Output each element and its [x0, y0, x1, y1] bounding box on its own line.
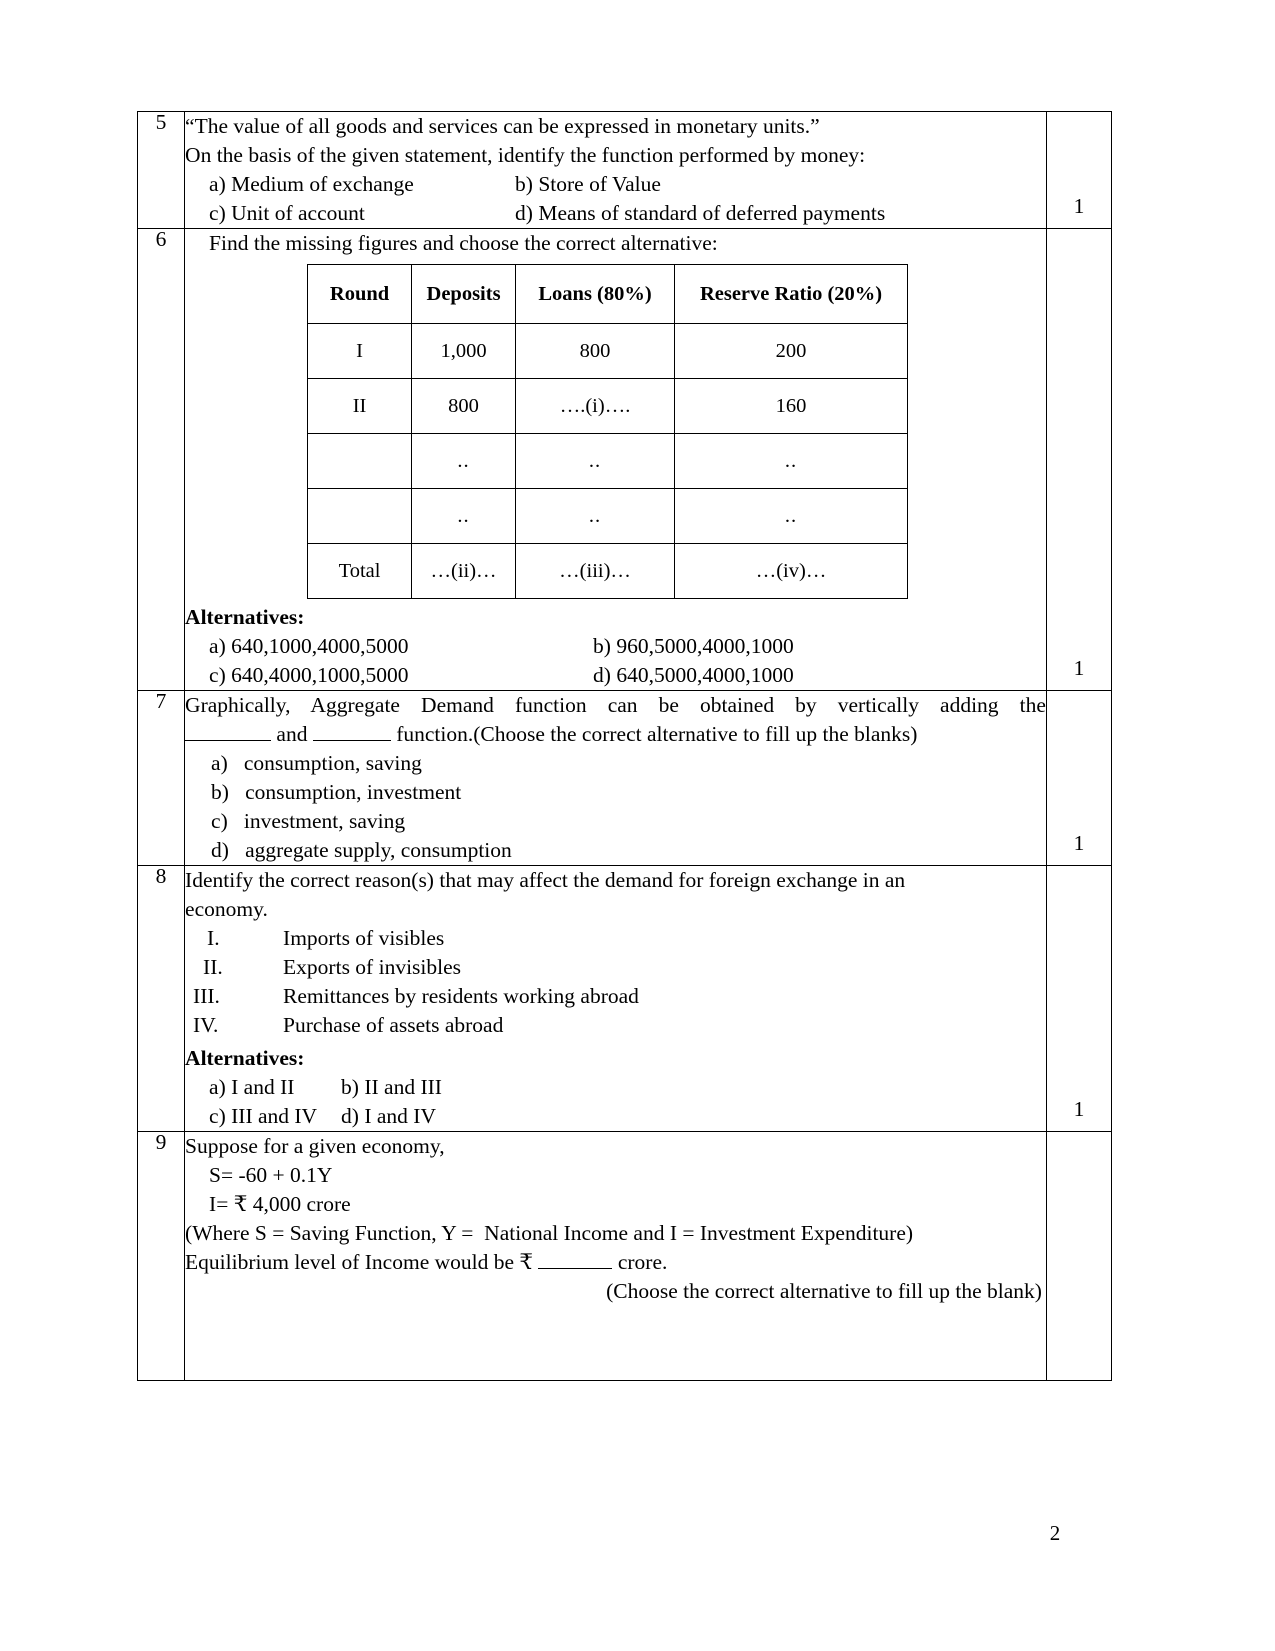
mtable-cell [308, 434, 412, 489]
marks-cell-9 [1046, 1132, 1111, 1381]
table-row [138, 112, 1112, 229]
q8-roman-item-2 [185, 953, 1046, 982]
table-row [138, 229, 1112, 691]
q8-line-1: Identify the correct reason(s) that may affect the demand for foreign exchange in an [185, 868, 906, 892]
q9-choose-note: (Choose the correct alternative to fill up the blank) [606, 1279, 1042, 1303]
mtable-cell: 1,000 [412, 324, 516, 379]
question-number: 9 [138, 1132, 185, 1381]
marks-cell-6 [1046, 229, 1111, 691]
marks-value: 1 [1073, 656, 1085, 680]
mtable-row [308, 544, 908, 599]
q8-roman-item-1 [185, 924, 1046, 953]
q7-stem-tail: function.(Choose the correct alternative to fill up the blanks) [390, 722, 918, 746]
mtable-header-loans: Loans (80%) [516, 265, 675, 324]
q9-where-note: (Where S = Saving Function, Y = National Income and I = Investment Expenditure) [185, 1221, 914, 1245]
q5-line-1: “The value of all goods and services can be expressed in monetary units.” [185, 114, 820, 138]
q8-roman-numeral: I. [207, 926, 220, 950]
q7-stem-mid: and [271, 722, 313, 746]
q5-line-2: On the basis of the given statement, identify the function performed by money: [185, 143, 866, 167]
marks-value: 1 [1073, 1097, 1085, 1121]
money-multiplier-table [307, 264, 908, 599]
mtable-row [308, 379, 908, 434]
q5-option-row-1 [185, 170, 1046, 199]
q8-roman-text: Remittances by residents working abroad [283, 984, 639, 1008]
marks-value: 1 [1073, 194, 1085, 218]
q5-option-b[interactable]: b) Store of Value [515, 172, 661, 196]
question-body-6 [185, 229, 1047, 691]
q8-roman-item-3 [185, 982, 1046, 1011]
q6-option-c[interactable]: c) 640,4000,1000,5000 [209, 663, 409, 687]
mtable-blank-ii: …(ii)… [412, 544, 516, 599]
mtable-cell: 160 [675, 379, 908, 434]
marks-cell-8 [1046, 866, 1111, 1132]
table-row [138, 866, 1112, 1132]
q8-option-d[interactable]: d) I and IV [341, 1104, 436, 1128]
marks-cell-7 [1046, 691, 1111, 866]
q7-option-b[interactable]: b) consumption, investment [211, 780, 462, 804]
mtable-cell: I [308, 324, 412, 379]
q6-option-row-2 [185, 661, 1046, 690]
mtable-blank-iv: …(iv)… [675, 544, 908, 599]
q5-option-c[interactable]: c) Unit of account [209, 201, 365, 225]
question-number: 5 [138, 112, 185, 229]
question-body-5 [185, 112, 1047, 229]
q5-option-a[interactable]: a) Medium of exchange [209, 172, 414, 196]
mtable-blank-i: ….(i)…. [516, 379, 675, 434]
question-number: 8 [138, 866, 185, 1132]
q8-line-2: economy. [185, 897, 268, 921]
q7-stem-line-2 [185, 720, 1046, 749]
q9-line-1: Suppose for a given economy, [185, 1134, 445, 1158]
q6-alternatives-label: Alternatives: [185, 605, 305, 629]
question-table [137, 111, 1112, 1381]
q8-roman-text: Exports of invisibles [283, 955, 462, 979]
q8-roman-item-4 [185, 1011, 1046, 1040]
q5-option-row-2 [185, 199, 1046, 228]
q8-option-c[interactable]: c) III and IV [209, 1104, 318, 1128]
question-number: 6 [138, 229, 185, 691]
question-body-9 [185, 1132, 1047, 1381]
mtable-header-deposits: Deposits [412, 265, 516, 324]
q9-equilibrium-suffix: crore. [612, 1250, 668, 1274]
q8-roman-text: Purchase of assets abroad [283, 1013, 504, 1037]
mtable-cell [308, 489, 412, 544]
mtable-cell: 800 [412, 379, 516, 434]
q8-roman-numeral: II. [203, 955, 223, 979]
q6-option-a[interactable]: a) 640,1000,4000,5000 [209, 634, 409, 658]
q8-roman-text: Imports of visibles [283, 926, 445, 950]
q6-option-b[interactable]: b) 960,5000,4000,1000 [593, 634, 794, 658]
q9-equilibrium-prefix: Equilibrium level of Income would be ₹ [185, 1250, 539, 1274]
mtable-header-row [308, 265, 908, 324]
q6-option-row-1 [185, 632, 1046, 661]
q7-blank-1[interactable] [185, 740, 271, 741]
mtable-cell: .. [675, 489, 908, 544]
page-number: 2 [1049, 1521, 1061, 1545]
q8-roman-numeral: IV. [193, 1013, 219, 1037]
table-row [138, 1132, 1112, 1381]
mtable-header-round: Round [308, 265, 412, 324]
mtable-cell: 800 [516, 324, 675, 379]
mtable-header-reserve-ratio: Reserve Ratio (20%) [675, 265, 908, 324]
q7-stem-line-1: Graphically, Aggregate Demand function can be obtained by vertically adding the [185, 693, 1046, 717]
mtable-row [308, 489, 908, 544]
mtable-cell: .. [516, 489, 675, 544]
question-body-7 [185, 691, 1047, 866]
mtable-cell: .. [516, 434, 675, 489]
mtable-cell: .. [675, 434, 908, 489]
q9-saving-function: S= -60 + 0.1Y [209, 1163, 333, 1187]
q6-stem: Find the missing figures and choose the correct alternative: [209, 231, 718, 255]
table-row [138, 691, 1112, 866]
q8-option-a[interactable]: a) I and II [209, 1075, 295, 1099]
q6-option-d[interactable]: d) 640,5000,4000,1000 [593, 663, 794, 687]
mtable-row [308, 434, 908, 489]
q5-option-d[interactable]: d) Means of standard of deferred payments [515, 201, 886, 225]
q8-option-row-1 [185, 1073, 1046, 1102]
q8-option-row-2 [185, 1102, 1046, 1131]
mtable-blank-iii: …(iii)… [516, 544, 675, 599]
q7-blank-2[interactable] [313, 740, 391, 741]
q7-option-c[interactable]: c) investment, saving [211, 809, 406, 833]
marks-value: 1 [1073, 831, 1085, 855]
q7-option-a[interactable]: a) consumption, saving [211, 751, 422, 775]
mtable-total-label: Total [308, 544, 412, 599]
question-number: 7 [138, 691, 185, 866]
q8-alternatives-label: Alternatives: [185, 1046, 305, 1070]
question-body-8 [185, 866, 1047, 1132]
q8-roman-numeral: III. [193, 984, 220, 1008]
mtable-cell: .. [412, 434, 516, 489]
mtable-row [308, 324, 908, 379]
q9-blank[interactable] [538, 1268, 612, 1269]
q8-option-b[interactable]: b) II and III [341, 1075, 442, 1099]
mtable-cell: II [308, 379, 412, 434]
q7-option-d[interactable]: d) aggregate supply, consumption [211, 838, 512, 862]
mtable-cell: .. [412, 489, 516, 544]
mtable-cell: 200 [675, 324, 908, 379]
q9-equilibrium-line [185, 1248, 1046, 1277]
q9-investment-value: I= ₹ 4,000 crore [209, 1192, 351, 1216]
marks-cell-5 [1046, 112, 1111, 229]
